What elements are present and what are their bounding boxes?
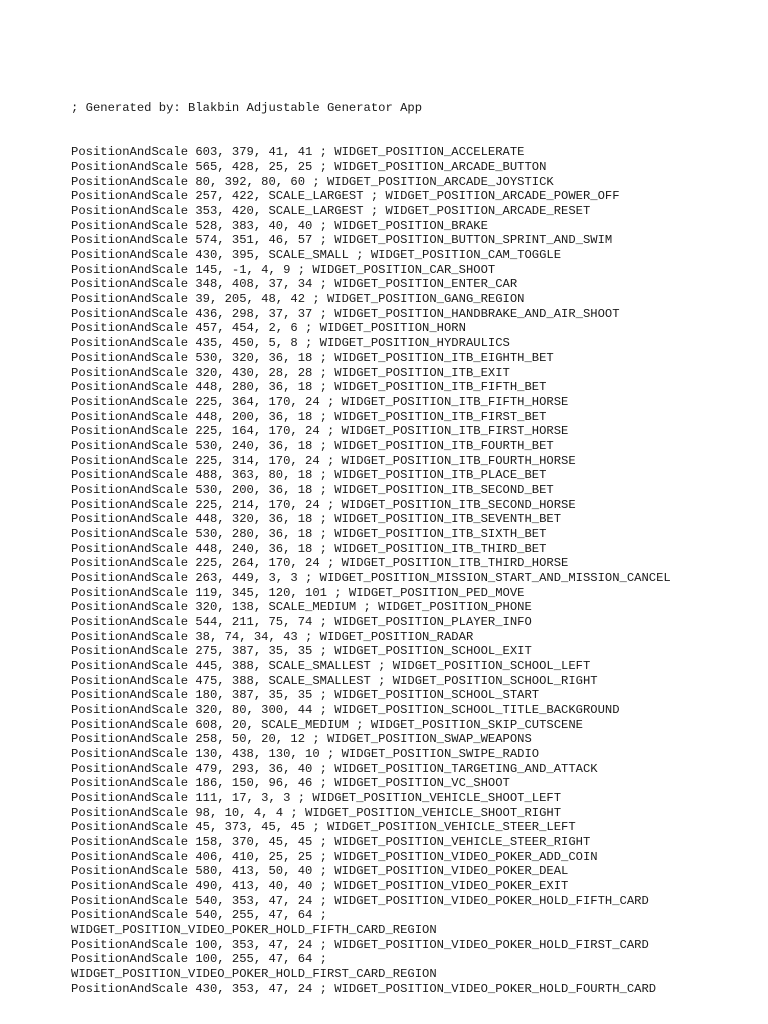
position-and-scale-line: PositionAndScale 448, 200, 36, 18 ; WIDGET_POSITION_ITB_FIRST_BET bbox=[71, 409, 547, 424]
position-and-scale-line: PositionAndScale 100, 255, 47, 64 ; bbox=[71, 952, 327, 967]
position-and-scale-line: PositionAndScale 448, 320, 36, 18 ; WIDGET_POSITION_ITB_SEVENTH_BET bbox=[71, 512, 562, 527]
position-and-scale-line: PositionAndScale 540, 353, 47, 24 ; WIDGET_POSITION_VIDEO_POKER_HOLD_FIFTH_CARD bbox=[71, 893, 649, 908]
position-and-scale-line: PositionAndScale 430, 395, SCALE_SMALL ; WIDGET_POSITION_CAM_TOGGLE bbox=[71, 248, 562, 263]
position-and-scale-line: PositionAndScale 528, 383, 40, 40 ; WIDGET_POSITION_BRAKE bbox=[71, 218, 488, 233]
position-and-scale-line: PositionAndScale 353, 420, SCALE_LARGEST ; WIDGET_POSITION_ARCADE_RESET bbox=[71, 204, 591, 219]
position-and-scale-line: PositionAndScale 435, 450, 5, 8 ; WIDGET_POSITION_HYDRAULICS bbox=[71, 336, 510, 351]
position-and-scale-line: PositionAndScale 225, 314, 170, 24 ; WIDGET_POSITION_ITB_FOURTH_HORSE bbox=[71, 453, 576, 468]
position-and-scale-line: PositionAndScale 448, 280, 36, 18 ; WIDGET_POSITION_ITB_FIFTH_BET bbox=[71, 380, 547, 395]
position-and-scale-line: PositionAndScale 263, 449, 3, 3 ; WIDGET_POSITION_MISSION_START_AND_MISSION_CANCEL bbox=[71, 570, 671, 585]
position-and-scale-line: PositionAndScale 186, 150, 96, 46 ; WIDGET_POSITION_VC_SHOOT bbox=[71, 776, 510, 791]
position-and-scale-line: PositionAndScale 320, 430, 28, 28 ; WIDGET_POSITION_ITB_EXIT bbox=[71, 365, 510, 380]
position-and-scale-line: PositionAndScale 565, 428, 25, 25 ; WIDGET_POSITION_ARCADE_BUTTON bbox=[71, 160, 547, 175]
position-and-scale-line: PositionAndScale 225, 214, 170, 24 ; WIDGET_POSITION_ITB_SECOND_HORSE bbox=[71, 497, 576, 512]
position-and-scale-line: PositionAndScale 258, 50, 20, 12 ; WIDGET_POSITION_SWAP_WEAPONS bbox=[71, 732, 532, 747]
position-and-scale-line: PositionAndScale 119, 345, 120, 101 ; WIDGET_POSITION_PED_MOVE bbox=[71, 585, 525, 600]
position-and-scale-line: PositionAndScale 490, 413, 40, 40 ; WIDGET_POSITION_VIDEO_POKER_EXIT bbox=[71, 879, 569, 894]
position-and-scale-line: PositionAndScale 100, 353, 47, 24 ; WIDGET_POSITION_VIDEO_POKER_HOLD_FIRST_CARD bbox=[71, 937, 649, 952]
position-and-scale-line: PositionAndScale 320, 138, SCALE_MEDIUM ; WIDGET_POSITION_PHONE bbox=[71, 600, 532, 615]
position-and-scale-line: PositionAndScale 275, 387, 35, 35 ; WIDGET_POSITION_SCHOOL_EXIT bbox=[71, 644, 532, 659]
position-and-scale-line: PositionAndScale 225, 164, 170, 24 ; WIDGET_POSITION_ITB_FIRST_HORSE bbox=[71, 424, 569, 439]
position-and-scale-line: WIDGET_POSITION_VIDEO_POKER_HOLD_FIFTH_CARD_REGION bbox=[71, 923, 437, 938]
position-and-scale-line: PositionAndScale 479, 293, 36, 40 ; WIDGET_POSITION_TARGETING_AND_ATTACK bbox=[71, 761, 598, 776]
position-and-scale-line: PositionAndScale 530, 320, 36, 18 ; WIDGET_POSITION_ITB_EIGHTH_BET bbox=[71, 350, 554, 365]
position-and-scale-line: PositionAndScale 45, 373, 45, 45 ; WIDGET_POSITION_VEHICLE_STEER_LEFT bbox=[71, 820, 576, 835]
position-and-scale-line: PositionAndScale 574, 351, 46, 57 ; WIDGET_POSITION_BUTTON_SPRINT_AND_SWIM bbox=[71, 233, 613, 248]
position-and-scale-line: PositionAndScale 130, 438, 130, 10 ; WIDGET_POSITION_SWIPE_RADIO bbox=[71, 746, 540, 761]
position-and-scale-line: PositionAndScale 540, 255, 47, 64 ; bbox=[71, 908, 327, 923]
position-and-scale-list bbox=[71, 145, 761, 996]
position-and-scale-line: WIDGET_POSITION_VIDEO_POKER_HOLD_FIRST_CARD_REGION bbox=[71, 967, 437, 982]
position-and-scale-line: PositionAndScale 488, 363, 80, 18 ; WIDGET_POSITION_ITB_PLACE_BET bbox=[71, 468, 547, 483]
position-and-scale-line: PositionAndScale 475, 388, SCALE_SMALLEST ; WIDGET_POSITION_SCHOOL_RIGHT bbox=[71, 673, 598, 688]
position-and-scale-line: PositionAndScale 530, 240, 36, 18 ; WIDGET_POSITION_ITB_FOURTH_BET bbox=[71, 438, 554, 453]
position-and-scale-line: PositionAndScale 225, 264, 170, 24 ; WIDGET_POSITION_ITB_THIRD_HORSE bbox=[71, 556, 569, 571]
position-and-scale-line: PositionAndScale 38, 74, 34, 43 ; WIDGET_POSITION_RADAR bbox=[71, 629, 474, 644]
position-and-scale-line: PositionAndScale 580, 413, 50, 40 ; WIDGET_POSITION_VIDEO_POKER_DEAL bbox=[71, 864, 569, 879]
position-and-scale-line: PositionAndScale 608, 20, SCALE_MEDIUM ; WIDGET_POSITION_SKIP_CUTSCENE bbox=[71, 717, 583, 732]
position-and-scale-line: PositionAndScale 530, 200, 36, 18 ; WIDGET_POSITION_ITB_SECOND_BET bbox=[71, 482, 554, 497]
position-and-scale-line: PositionAndScale 348, 408, 37, 34 ; WIDGET_POSITION_ENTER_CAR bbox=[71, 277, 518, 292]
position-and-scale-line: PositionAndScale 257, 422, SCALE_LARGEST ; WIDGET_POSITION_ARCADE_POWER_OFF bbox=[71, 189, 620, 204]
position-and-scale-line: PositionAndScale 39, 205, 48, 42 ; WIDGET_POSITION_GANG_REGION bbox=[71, 292, 525, 307]
position-and-scale-line: PositionAndScale 530, 280, 36, 18 ; WIDGET_POSITION_ITB_SIXTH_BET bbox=[71, 526, 547, 541]
generator-comment-line: ; Generated by: Blakbin Adjustable Generator App bbox=[71, 101, 423, 116]
position-and-scale-line: PositionAndScale 320, 80, 300, 44 ; WIDGET_POSITION_SCHOOL_TITLE_BACKGROUND bbox=[71, 702, 620, 717]
position-and-scale-line: PositionAndScale 430, 353, 47, 24 ; WIDGET_POSITION_VIDEO_POKER_HOLD_FOURTH_CARD bbox=[71, 981, 657, 996]
position-and-scale-line: PositionAndScale 445, 388, SCALE_SMALLEST ; WIDGET_POSITION_SCHOOL_LEFT bbox=[71, 658, 591, 673]
position-and-scale-line: PositionAndScale 457, 454, 2, 6 ; WIDGET_POSITION_HORN bbox=[71, 321, 466, 336]
position-and-scale-line: PositionAndScale 80, 392, 80, 60 ; WIDGET_POSITION_ARCADE_JOYSTICK bbox=[71, 174, 554, 189]
position-and-scale-line: PositionAndScale 225, 364, 170, 24 ; WIDGET_POSITION_ITB_FIFTH_HORSE bbox=[71, 394, 569, 409]
position-and-scale-line: PositionAndScale 544, 211, 75, 74 ; WIDGET_POSITION_PLAYER_INFO bbox=[71, 614, 532, 629]
position-and-scale-line: PositionAndScale 180, 387, 35, 35 ; WIDGET_POSITION_SCHOOL_START bbox=[71, 688, 540, 703]
position-and-scale-line: PositionAndScale 158, 370, 45, 45 ; WIDGET_POSITION_VEHICLE_STEER_RIGHT bbox=[71, 835, 591, 849]
position-and-scale-line: PositionAndScale 406, 410, 25, 25 ; WIDGET_POSITION_VIDEO_POKER_ADD_COIN bbox=[71, 849, 598, 864]
position-and-scale-line: PositionAndScale 603, 379, 41, 41 ; WIDGET_POSITION_ACCELERATE bbox=[71, 145, 525, 160]
position-and-scale-line: PositionAndScale 145, -1, 4, 9 ; WIDGET_POSITION_CAR_SHOOT bbox=[71, 262, 496, 277]
position-and-scale-line: PositionAndScale 98, 10, 4, 4 ; WIDGET_POSITION_VEHICLE_SHOOT_RIGHT bbox=[71, 805, 562, 820]
position-and-scale-line: PositionAndScale 111, 17, 3, 3 ; WIDGET_POSITION_VEHICLE_SHOOT_LEFT bbox=[71, 790, 562, 805]
position-and-scale-line: PositionAndScale 436, 298, 37, 37 ; WIDGET_POSITION_HANDBRAKE_AND_AIR_SHOOT bbox=[71, 306, 620, 321]
document-text bbox=[71, 72, 761, 1011]
position-and-scale-line: PositionAndScale 448, 240, 36, 18 ; WIDGET_POSITION_ITB_THIRD_BET bbox=[71, 541, 547, 556]
